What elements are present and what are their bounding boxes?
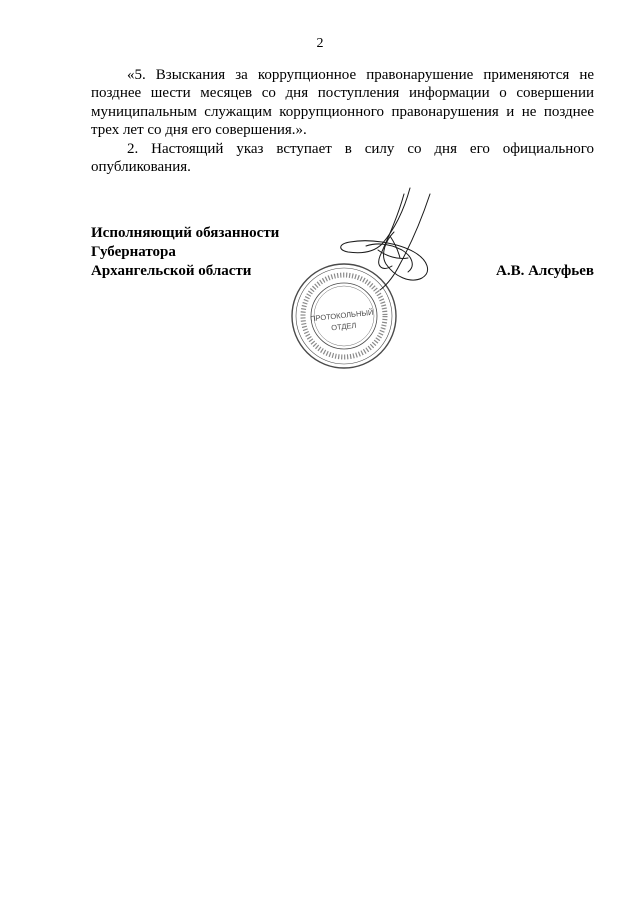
paragraph-amendment: «5. Взыскания за коррупционное правонарушение применяются не позднее шести месяцев со дня поступления информации о совершении муниципальным служащим коррупционного правонарушения и не позднее трех лет со дня его совершения.».: [91, 67, 594, 139]
signer-title-line-1: Исполняющий обязанности: [91, 225, 280, 241]
page-number: 2: [316, 36, 324, 51]
stamp-center-text: [310, 308, 374, 333]
stamp-line-1: ПРОТОКОЛЬНЫЙ: [309, 307, 374, 324]
seal-icon: [282, 180, 452, 375]
seal-and-signature: [282, 180, 452, 375]
handwritten-signature: [341, 188, 430, 290]
signer-name: А.В. Алсуфьев: [496, 263, 594, 279]
signer-title-line-2: Губернатора: [91, 244, 176, 260]
document-body: [91, 66, 594, 176]
paragraph-effective-date: 2. Настоящий указ вступает в силу со дня его официального опубликования.: [91, 140, 594, 176]
stamp-line-2: ОТДЕЛ: [330, 320, 357, 333]
signer-title-line-3: Архангельской области: [91, 263, 252, 279]
